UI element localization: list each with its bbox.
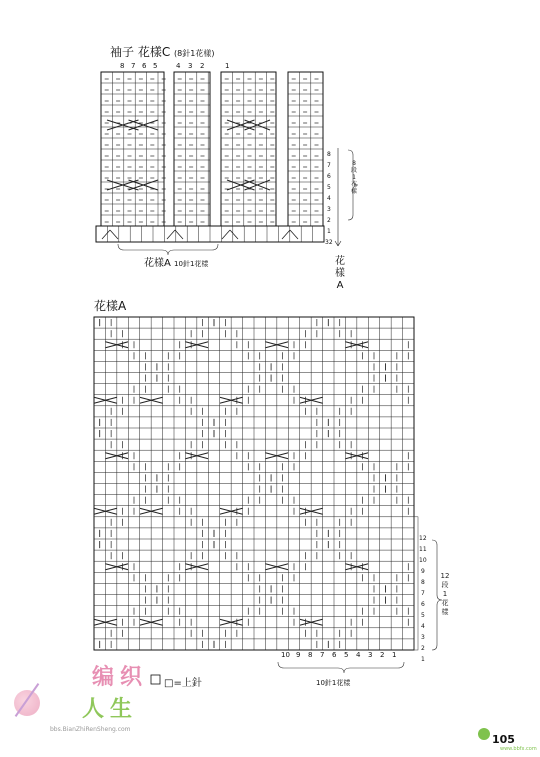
brace-note-char: 段 <box>441 581 449 589</box>
brace-note-char: 段 <box>350 167 357 174</box>
pattern-a-col-number: 4 <box>356 651 361 659</box>
logo-line1: 编织 <box>92 665 149 690</box>
sleeve-base-row: 32 <box>325 239 333 246</box>
sleeve-row-number: 6 <box>327 173 331 180</box>
sleeve-col-number: 6 <box>142 62 147 70</box>
pattern-a-row-number: 2 <box>421 645 425 652</box>
sleeve-col-number: 8 <box>120 62 125 70</box>
pattern-a-col-number: 2 <box>380 651 385 659</box>
sleeve-title-sub: (8針1花樣) <box>174 49 215 58</box>
page-number: 105 <box>492 733 515 746</box>
legend-purl-square <box>151 675 160 684</box>
logo-line2: 人生 <box>82 697 139 722</box>
brace-note-char: 1 <box>442 590 448 598</box>
sleeve-col-number: 4 <box>176 62 181 70</box>
pattern-a-col-number: 1 <box>392 651 397 659</box>
corner-logo-icon <box>478 728 490 740</box>
pattern-a-row-number: 6 <box>421 601 425 608</box>
pattern-a-row-number: 12 <box>419 535 427 542</box>
sleeve-col-number: 5 <box>153 62 158 70</box>
pattern-a-col-number: 5 <box>344 651 349 659</box>
sleeve-row-number: 3 <box>327 206 331 213</box>
pattern-a-row-number: 9 <box>421 568 425 575</box>
logo-url: bbs.BianZhiRenSheng.com <box>50 726 131 733</box>
pattern-a-row-number: 3 <box>421 634 425 641</box>
pattern-a-row-number: 10 <box>419 557 427 564</box>
sleeve-col-number: 1 <box>225 62 230 70</box>
corner-logo-text: www.bbfx.com <box>500 746 537 752</box>
pattern-a-row-marker <box>414 517 418 650</box>
sleeve-col-number: 3 <box>188 62 193 70</box>
pattern-a-col-number: 7 <box>320 651 325 659</box>
brace-note-char: 樣 <box>350 188 357 195</box>
pattern-a-title: 花樣A <box>94 299 127 313</box>
vertical-label-char: 樣 <box>335 268 345 279</box>
pattern-a-col-number: 3 <box>368 651 373 659</box>
pattern-a-col-number: 9 <box>296 651 301 659</box>
sleeve-row-number: 2 <box>327 217 331 224</box>
brace-note-char: 12 <box>440 572 450 580</box>
pattern-a-row-number: 5 <box>421 612 425 619</box>
pattern-a-repeat-label: 10針1花樣 <box>316 679 351 687</box>
sleeve-row-number: 5 <box>327 184 331 191</box>
pattern-a-row-number: 8 <box>421 579 425 586</box>
sleeve-col-number: 2 <box>200 62 205 70</box>
sleeve-col-number: 7 <box>131 62 136 70</box>
sleeve-bottom-label-main: 花樣A <box>144 258 171 269</box>
pattern-a-row-number: 11 <box>419 546 427 553</box>
sleeve-bottom-label-sub: 10針1花樣 <box>174 260 209 268</box>
brace-note-char: 花 <box>350 181 357 188</box>
brace-note-char: 樣 <box>441 608 449 616</box>
sleeve-row-number: 8 <box>327 151 331 158</box>
pattern-a-row-number: 7 <box>421 590 425 597</box>
legend-text: □=上針 <box>164 678 202 689</box>
brace-note-char: 8 <box>352 160 356 167</box>
pattern-a-col-number: 8 <box>308 651 313 659</box>
pattern-a-col-number: 6 <box>332 651 337 659</box>
sleeve-row-number: 7 <box>327 162 331 169</box>
pattern-a-row-number: 4 <box>421 623 425 630</box>
pattern-a-col-number: 10 <box>281 651 290 659</box>
pattern-a-bottom-brace <box>278 662 404 673</box>
vertical-label-char: A <box>336 280 344 291</box>
brace-note-char: 1 <box>352 174 356 181</box>
sleeve-row-number: 1 <box>327 228 331 235</box>
sleeve-row-number: 4 <box>327 195 331 202</box>
pattern-a-brace-note <box>440 572 450 617</box>
pattern-a-row-number: 1 <box>421 656 425 663</box>
vertical-label-char: 花 <box>335 256 345 267</box>
sleeve-title-main: 袖子 花樣C <box>110 45 171 59</box>
brace-note-char: 花 <box>441 599 449 607</box>
